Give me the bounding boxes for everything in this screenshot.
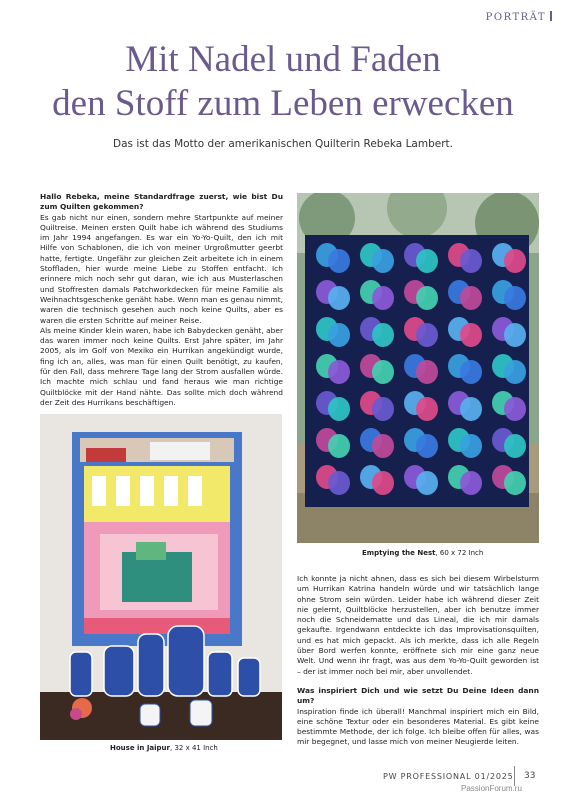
answer-1-para-2: Als meine Kinder klein waren, habe ich Babydecken genäht, aber das waren immer noch keine Quilts. Erst Jahre später, im Jahr 2005, als im Golf von Mexiko ein Hurrikan angekündigt wurde, fing ich an, alles, was man für einen Quilt benötigt, zu kaufen, für den Fall, dass mehrere Tage lang der Strom ausfallen würde. Ich machte mich schlau und fand heraus wie man richtige Quiltblöcke mit der Hand nähte. Das sollte mich doch während der Zeit des Hurrikans beschäftigen. <box>40 325 283 407</box>
quilt-shape <box>372 360 394 384</box>
quilt-shape <box>460 471 482 495</box>
quilt-shape <box>328 286 350 310</box>
caption-emptying-the-nest: Emptying the Nest, 60 x 72 Inch <box>362 549 484 557</box>
quilt-shape <box>504 323 526 347</box>
left-column <box>40 192 283 408</box>
section-label: PORTRÄT <box>486 11 552 23</box>
magazine-footer: PW PROFESSIONAL 01/2025 <box>383 772 514 781</box>
quilt-shape <box>504 360 526 384</box>
quilt-shape <box>416 471 438 495</box>
quilt-shape <box>328 249 350 273</box>
quilt-shape <box>328 397 350 421</box>
right-column <box>297 574 539 748</box>
quilt-shape <box>372 434 394 458</box>
quilt-shape <box>504 397 526 421</box>
page-number: 33 <box>524 771 536 781</box>
quilt-shape <box>328 360 350 384</box>
question-1: Hallo Rebeka, meine Standardfrage zuerst, wie bist Du zum Quilten gekommen? <box>40 192 283 212</box>
quilt-shape <box>460 323 482 347</box>
quilt-shape <box>460 434 482 458</box>
title-line-2: den Stoff zum Leben erwecken <box>52 83 514 124</box>
quilt-shape <box>416 360 438 384</box>
quilt-shape <box>328 323 350 347</box>
quilt-shape <box>504 434 526 458</box>
quilt-shape <box>460 397 482 421</box>
quilt-shape <box>504 471 526 495</box>
caption-house-in-jaipur: House in Jaipur, 32 x 41 Inch <box>110 744 218 752</box>
quilt-shape <box>372 397 394 421</box>
quilt-shape <box>460 360 482 384</box>
quilt-shape <box>416 323 438 347</box>
article-subtitle: Das ist das Motto der amerikanischen Quilterin Rebeka Lambert. <box>113 138 453 150</box>
quilt-shape <box>504 249 526 273</box>
quilt-shape <box>416 397 438 421</box>
quilt-shape <box>416 249 438 273</box>
answer-1-para-1: Es gab nicht nur einen, sondern mehre Startpunkte auf meiner Quiltreise. Meinen ersten Quilt habe ich während des Studiums im Jahr 1994 angefangen. Es war ein Yo-Yo-Quilt, den ich mit Hilfe von Schablonen, die ich von meiner Urgroßmutter geerbt hatte, fertigte. Ungefähr zur gleichen Zeit arbeitete ich in einem Stoffladen, hier wurde meine Liebe zu Stoffen entfacht. Ich erinnere mich noch sehr gut daran, wie ich aus Musterlaschen und Stoffresten damals Patchworkdecken für meine Familie als Weihnachtsgeschenke genäht habe. Wenn man es genau nimmt, waren die technisch gesehen auch noch keine Quilts, aber es waren die ersten Schritte auf meiner Reise. <box>40 212 283 325</box>
question-2: Was inspiriert Dich und wie setzt Du Deine Ideen dann um? <box>297 685 539 706</box>
answer-2-para-1: Inspiration finde ich überall! Manchmal inspiriert mich ein Bild, eine schöne Textur oder ein besonderes Material. Es gibt keine bestimmte Methode, der ich folge. Ich bleibe offen für alles, was mir begegnet, und lasse mich von meiner Neugierde leiten. <box>297 706 539 747</box>
article-title <box>0 38 566 126</box>
watermark: PassionForum.ru <box>461 784 522 793</box>
quilt-shape <box>372 249 394 273</box>
quilt-shape <box>372 471 394 495</box>
title-line-1: Mit Nadel und Faden <box>125 39 441 80</box>
quilt-shape <box>372 286 394 310</box>
quilt-shape <box>372 323 394 347</box>
quilt-shape <box>504 286 526 310</box>
quilt-shape <box>460 249 482 273</box>
quilt-shape <box>416 434 438 458</box>
quilt-shape <box>416 286 438 310</box>
quilt-shape <box>328 434 350 458</box>
quilt-shape <box>460 286 482 310</box>
photo-emptying-the-nest <box>297 193 539 543</box>
footer-divider <box>514 766 515 786</box>
answer-1-para-3: Ich konnte ja nicht ahnen, dass es sich bei diesem Wirbelsturm um Hurrikan Katrina handeln würde und wir tatsächlich lange ohne Strom sein würden. Leider habe ich während dieser Zeit nie gelernt, Quiltblöcke herzustellen, aber ich benutze immer noch die Schneidematte und das Lineal, die ich mir damals gekaufte. Irgendwann entdeckte ich das Improvisationsquilten, und es hat mich gepackt. Als ich merkte, dass ich alle Regeln über Bord werfen konnte, eröffnete sich mir eine ganz neue Welt. Und wenn ihr fragt, was aus dem Yo-Yo-Quilt geworden ist – der ist immer noch bei mir, aber unvollendet. <box>297 574 539 676</box>
quilt-shape <box>328 471 350 495</box>
photo-house-in-jaipur <box>40 414 282 740</box>
